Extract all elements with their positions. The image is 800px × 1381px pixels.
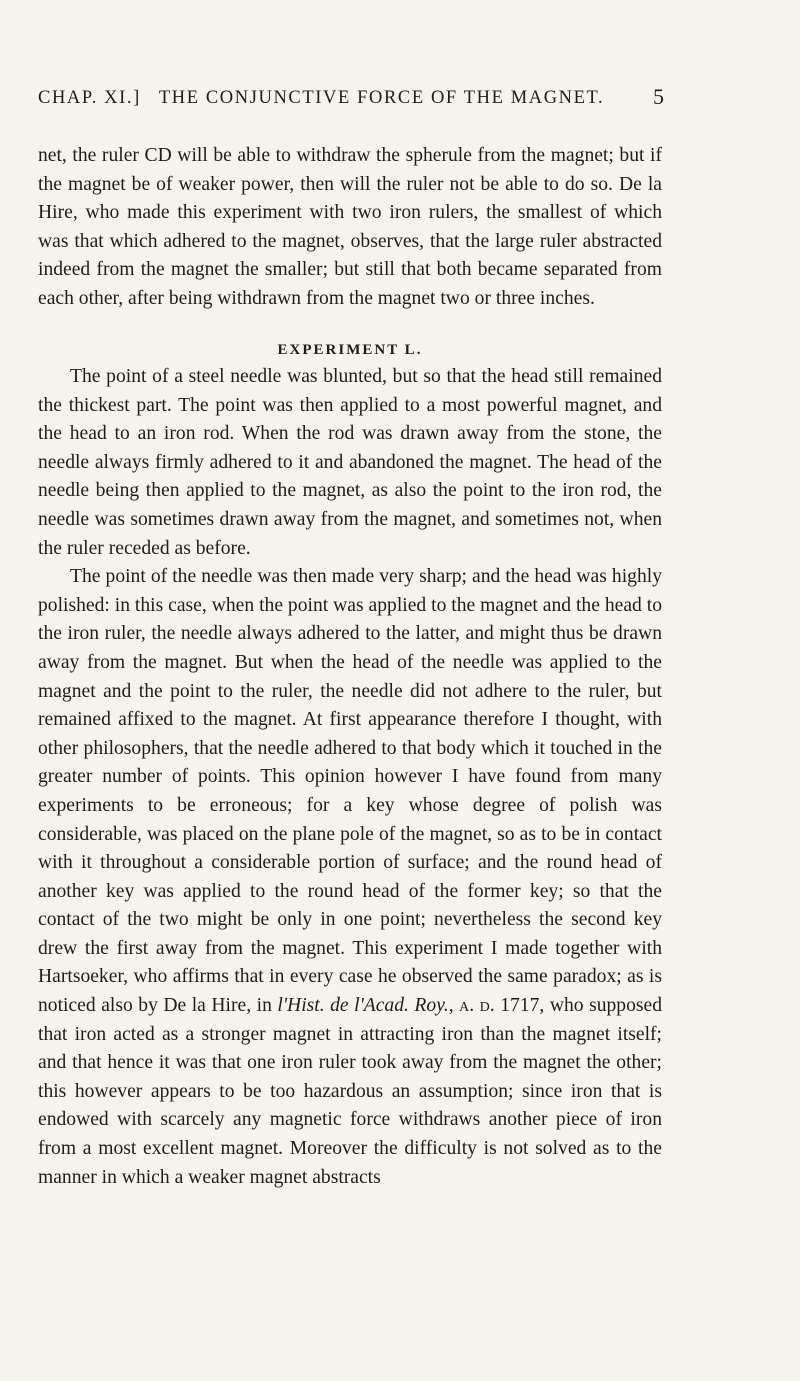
paragraph-text: net, the ruler CD will be able to withdraw the spherule from the magnet; but if the magnet be of weaker power, then will the ruler not be able to do so. De la Hire, who made this experiment with two iron rulers, the smallest of which was that which adhered to the magnet, observes, that the large ruler abstracted indeed from the magnet the smaller; but still that both became separated from each other, after being withdrawn from the magnet two or three inches. <box>38 145 662 309</box>
paragraph-continuation <box>38 142 662 314</box>
paragraph-text: The point of a steel needle was blunted, but so that the head still remained the thickest part. The point was then applied to a most powerful magnet, and the head to an iron rod. When the rod was drawn away from the stone, the needle always firmly adhered to it and abandoned the magnet. The head of the needle being then applied to the magnet, as also the point to the iron rod, the needle was sometimes drawn away from the magnet, and sometimes not, when the ruler receded as before. <box>38 366 662 559</box>
page-number: 5 <box>653 84 664 109</box>
running-header <box>38 88 668 109</box>
chapter-label: CHAP. XI.] <box>38 88 141 108</box>
experiment-heading: EXPERIMENT L. <box>277 342 423 358</box>
running-title: THE CONJUNCTIVE FORCE OF THE MAGNET. <box>158 88 605 108</box>
paragraph-text-part: The point of the needle was then made very sharp; and the head was highly polished: in this case, when the point was applied to the magnet and the head to the iron ruler, the needle always adhered to the latter, and might thus be drawn away from the magnet. But when the head of the needle was applied to the magnet and the point to the ruler, the needle did not adhere to the ruler, but remained affixed to the magnet. At first appearance therefore I thought, with other philosophers, that the needle adhered to that body which it touched in the greater number of points. This opinion however I have found from many experiments to be erroneous; for a key whose degree of polish was considerable, was placed on the plane pole of the magnet, so as to be in contact with it throughout a considerable portion of surface; and the round head of another key was applied to the round head of the former key; so that the contact of the two might be only in one point; nevertheless the second key drew the first away from the magnet. This experiment I made together with Hartsoeker, who affirms that in every case he observed the same paradox; as is noticed also by De la Hire, in <box>38 566 662 1017</box>
paragraph-text <box>38 563 662 1192</box>
experiment-body <box>38 363 662 1192</box>
citation-title: l'Hist. de l'Acad. Roy., <box>277 995 454 1017</box>
citation-date: a. d. 1717, <box>459 995 545 1017</box>
paragraph-text-part: who supposed that iron acted as a stronger magnet in attracting iron than the magnet itself; and that hence it was that one iron ruler took away from the magnet the other; this however appears to be too hazardous an assumption; since iron that is endowed with scarcely any magnetic force withdraws another piece of iron from a most excellent magnet. Moreover the difficulty is not solved as to the manner in which a weaker magnet abstracts <box>38 995 663 1188</box>
